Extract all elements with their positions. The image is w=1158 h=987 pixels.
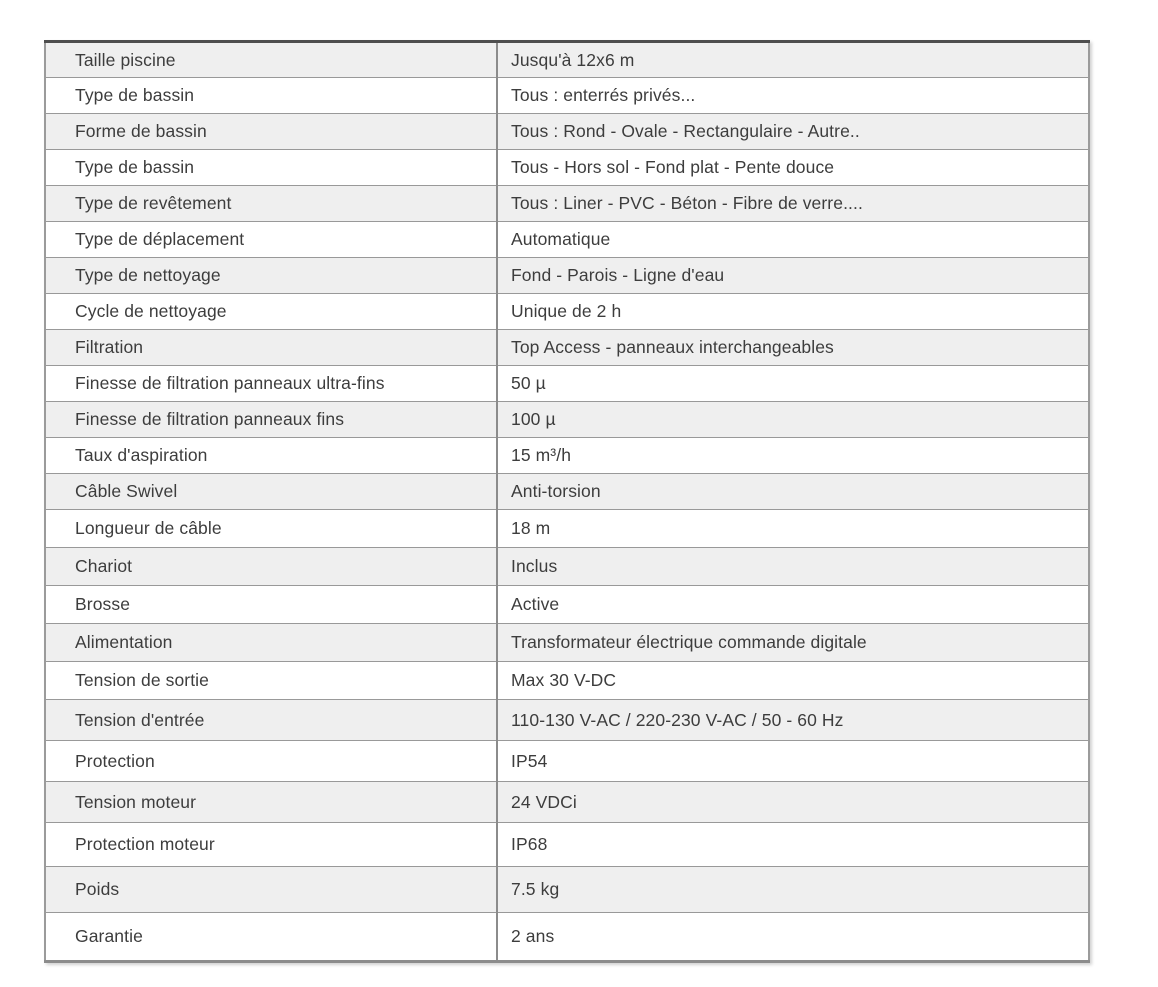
spec-label: Taux d'aspiration bbox=[45, 438, 497, 474]
spec-label: Tension moteur bbox=[45, 782, 497, 823]
spec-row bbox=[45, 330, 1089, 366]
spec-value: 7.5 kg bbox=[497, 867, 1089, 913]
spec-value: IP68 bbox=[497, 823, 1089, 867]
spec-value: Max 30 V-DC bbox=[497, 662, 1089, 700]
spec-label: Type de nettoyage bbox=[45, 258, 497, 294]
spec-label: Protection moteur bbox=[45, 823, 497, 867]
spec-label: Cycle de nettoyage bbox=[45, 294, 497, 330]
spec-row bbox=[45, 741, 1089, 782]
spec-value: 100 µ bbox=[497, 402, 1089, 438]
spec-row bbox=[45, 474, 1089, 510]
spec-label: Finesse de filtration panneaux ultra-fins bbox=[45, 366, 497, 402]
spec-row bbox=[45, 438, 1089, 474]
spec-row bbox=[45, 42, 1089, 78]
spec-value: Top Access - panneaux interchangeables bbox=[497, 330, 1089, 366]
spec-row bbox=[45, 586, 1089, 624]
spec-label: Poids bbox=[45, 867, 497, 913]
spec-label: Finesse de filtration panneaux fins bbox=[45, 402, 497, 438]
spec-row bbox=[45, 823, 1089, 867]
spec-value: 110-130 V-AC / 220-230 V-AC / 50 - 60 Hz bbox=[497, 700, 1089, 741]
spec-row bbox=[45, 913, 1089, 962]
spec-value: 18 m bbox=[497, 510, 1089, 548]
spec-value: Tous - Hors sol - Fond plat - Pente douce bbox=[497, 150, 1089, 186]
spec-row bbox=[45, 548, 1089, 586]
spec-row bbox=[45, 150, 1089, 186]
spec-value: Active bbox=[497, 586, 1089, 624]
spec-value: Tous : Rond - Ovale - Rectangulaire - Autre.. bbox=[497, 114, 1089, 150]
spec-value: Tous : Liner - PVC - Béton - Fibre de verre.... bbox=[497, 186, 1089, 222]
spec-label: Brosse bbox=[45, 586, 497, 624]
spec-row bbox=[45, 510, 1089, 548]
spec-label: Type de bassin bbox=[45, 150, 497, 186]
spec-label: Chariot bbox=[45, 548, 497, 586]
spec-label: Taille piscine bbox=[45, 42, 497, 78]
product-spec-table bbox=[44, 40, 1090, 963]
spec-row bbox=[45, 186, 1089, 222]
spec-table-body bbox=[45, 42, 1089, 962]
spec-label: Type de déplacement bbox=[45, 222, 497, 258]
spec-label: Tension d'entrée bbox=[45, 700, 497, 741]
spec-value: Unique de 2 h bbox=[497, 294, 1089, 330]
spec-label: Protection bbox=[45, 741, 497, 782]
spec-value: Transformateur électrique commande digitale bbox=[497, 624, 1089, 662]
spec-row bbox=[45, 662, 1089, 700]
spec-label: Type de bassin bbox=[45, 78, 497, 114]
spec-value: Jusqu'à 12x6 m bbox=[511, 49, 635, 70]
spec-value: 50 µ bbox=[497, 366, 1089, 402]
spec-value: IP54 bbox=[497, 741, 1089, 782]
spec-row bbox=[45, 867, 1089, 913]
spec-row bbox=[45, 114, 1089, 150]
spec-row bbox=[45, 402, 1089, 438]
spec-label: Forme de bassin bbox=[45, 114, 497, 150]
spec-row bbox=[45, 294, 1089, 330]
spec-value: Tous : enterrés privés... bbox=[497, 78, 1089, 114]
spec-label: Type de revêtement bbox=[45, 186, 497, 222]
spec-row bbox=[45, 258, 1089, 294]
spec-value: 2 ans bbox=[497, 913, 1089, 962]
spec-value: 15 m³/h bbox=[497, 438, 1089, 474]
spec-label: Câble Swivel bbox=[45, 474, 497, 510]
spec-value: Inclus bbox=[497, 548, 1089, 586]
spec-row bbox=[45, 782, 1089, 823]
spec-row bbox=[45, 366, 1089, 402]
spec-value: Fond - Parois - Ligne d'eau bbox=[497, 258, 1089, 294]
spec-row bbox=[45, 624, 1089, 662]
spec-value: Automatique bbox=[497, 222, 1089, 258]
spec-label: Longueur de câble bbox=[45, 510, 497, 548]
spec-row bbox=[45, 222, 1089, 258]
spec-value: 24 VDCi bbox=[497, 782, 1089, 823]
spec-label: Garantie bbox=[45, 913, 497, 962]
spec-row bbox=[45, 700, 1089, 741]
spec-row bbox=[45, 78, 1089, 114]
spec-label: Filtration bbox=[45, 330, 497, 366]
spec-value: Anti-torsion bbox=[497, 474, 1089, 510]
spec-label: Tension de sortie bbox=[45, 662, 497, 700]
spec-label: Alimentation bbox=[45, 624, 497, 662]
